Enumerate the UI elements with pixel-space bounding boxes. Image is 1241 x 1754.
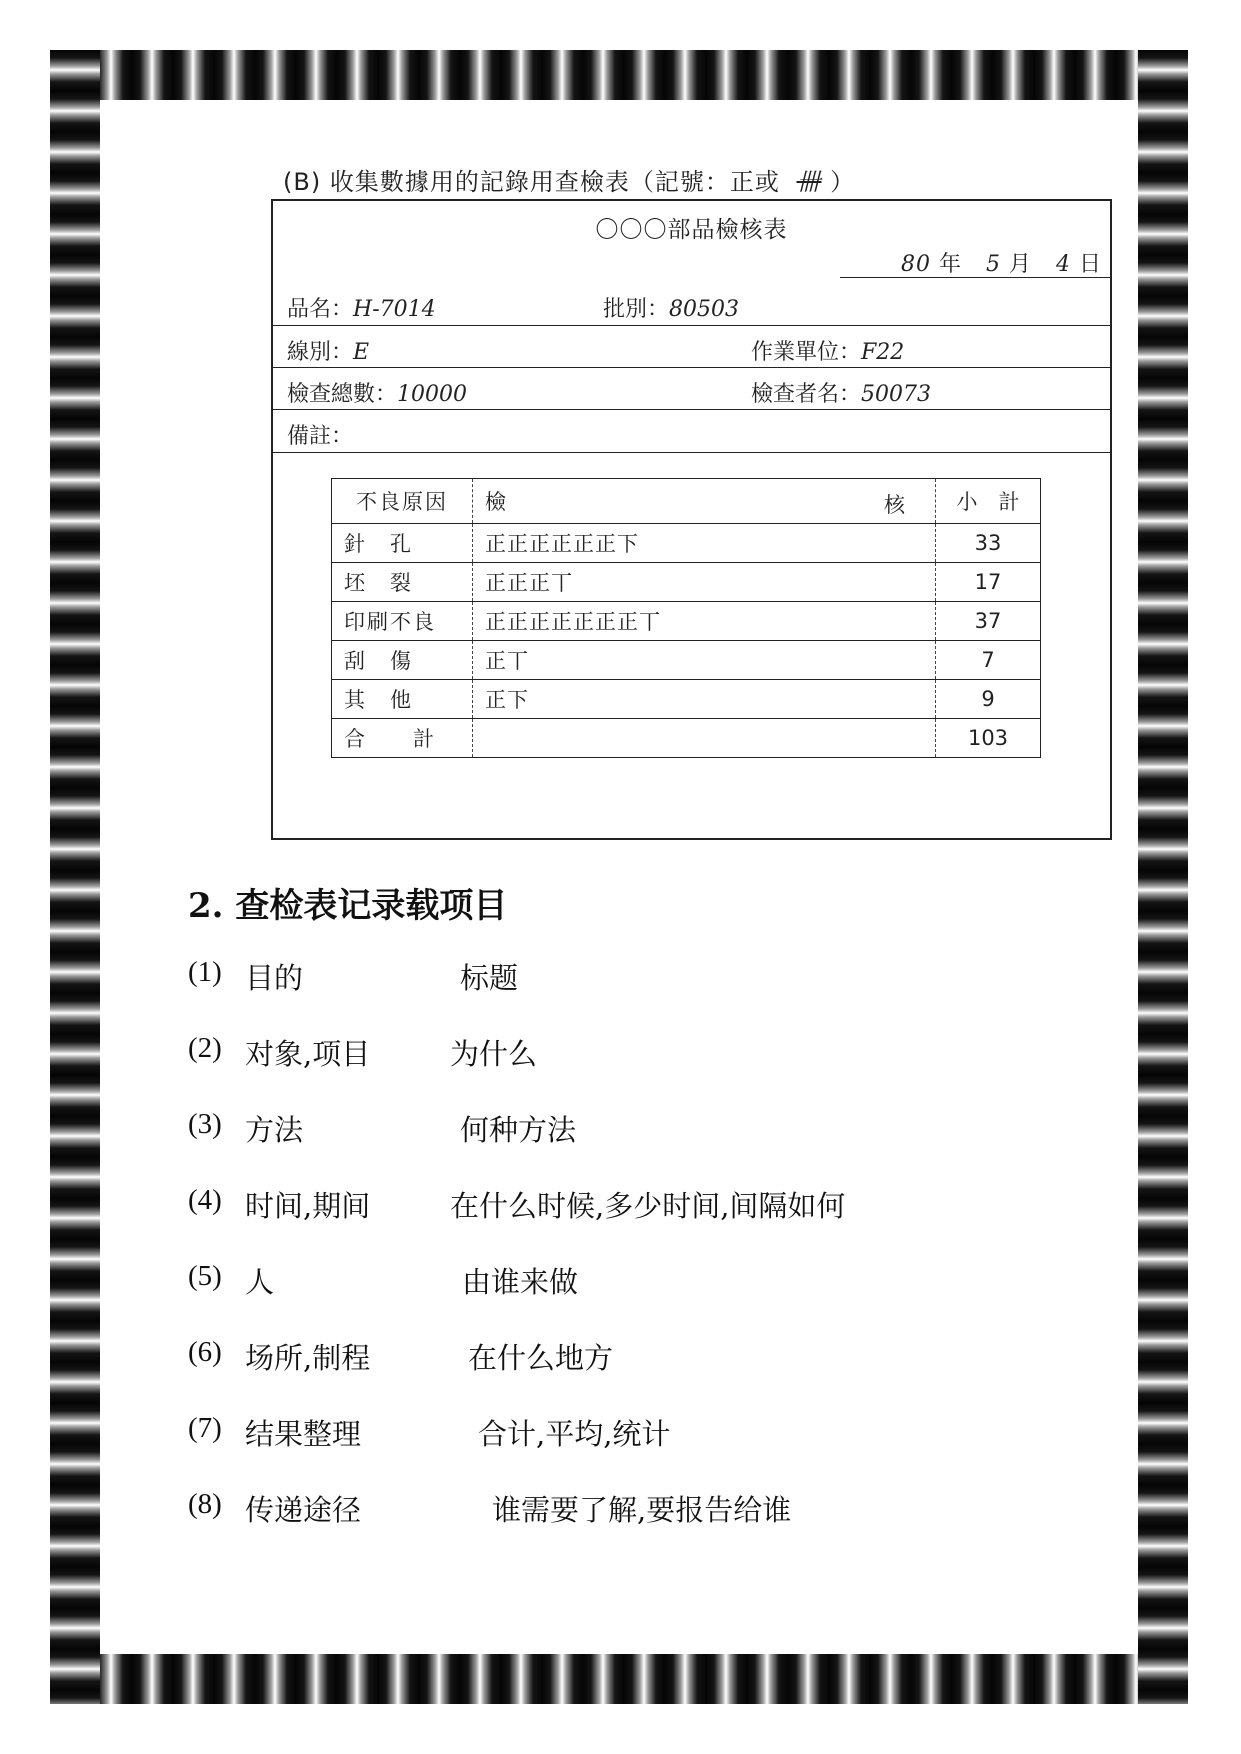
cause-cell: 刮 傷 [332, 641, 473, 680]
table-row [332, 680, 1041, 719]
tally-cell: 正正正正正正正丅 [473, 602, 936, 641]
header-check-left: 檢 [485, 490, 506, 514]
table-header-row [332, 479, 1041, 524]
item-description: 谁需要了解,要报告给谁 [492, 1493, 792, 1527]
line-field [287, 335, 369, 366]
item-number: (3) [188, 1108, 222, 1140]
cause-cell: 坯 裂 [332, 563, 473, 602]
item-number: (5) [188, 1260, 222, 1292]
list-item [188, 1480, 1088, 1556]
sheet-title: 〇〇〇部品檢核表 [595, 217, 788, 243]
header-subtotal: 小 計 [936, 479, 1041, 524]
subtotal-cell: 33 [936, 524, 1041, 563]
product-value: H-7014 [353, 297, 436, 322]
subtotal-cell: 37 [936, 602, 1041, 641]
date-day-unit: 日 [1078, 252, 1102, 277]
inspector-value: 50073 [861, 382, 932, 407]
grand-total-cell: 103 [936, 719, 1041, 758]
total-cause-cell: 合 計 [332, 719, 473, 758]
date-underline [840, 277, 1110, 278]
list-item [188, 1176, 1088, 1252]
cause-cell: 針 孔 [332, 524, 473, 563]
row-remarks [273, 409, 1110, 453]
subtotal-cell: 17 [936, 563, 1041, 602]
tally-cell: 正正正正正正下 [473, 524, 936, 563]
batch-field [603, 292, 739, 323]
check-sheet-items-list [188, 948, 1088, 1556]
date-month: 5 [985, 252, 1001, 277]
header-cause: 不良原因 [332, 479, 473, 524]
total-label: 檢查總數： [287, 382, 398, 407]
check-sheet-form [271, 199, 1112, 840]
batch-value: 80503 [669, 297, 740, 322]
item-label: 人 [245, 1265, 275, 1299]
table-row [332, 602, 1041, 641]
item-description: 何种方法 [460, 1113, 577, 1147]
total-value: 10000 [397, 382, 468, 407]
row-total-inspector [273, 367, 1110, 410]
list-item [188, 1100, 1088, 1176]
figure-caption-text: (B) 收集數據用的記錄用查檢表（記號：正或 [283, 168, 780, 196]
unit-value: F22 [861, 340, 905, 365]
table-row [332, 524, 1041, 563]
row-product [273, 283, 1110, 325]
total-field [287, 377, 467, 408]
item-label: 对象,项目 [245, 1037, 371, 1071]
list-item [188, 1252, 1088, 1328]
row-line-unit [273, 325, 1110, 368]
item-label: 场所,制程 [245, 1341, 371, 1375]
remarks-label: 備註： [287, 424, 354, 449]
date-year: 80 [900, 252, 931, 277]
item-label: 方法 [245, 1113, 304, 1147]
product-label: 品名： [287, 297, 354, 322]
tally-cell: 正丅 [473, 641, 936, 680]
section-heading: 2. 查检表记录载项目 [188, 886, 508, 926]
item-description: 在什么时候,多少时间,间隔如何 [450, 1189, 846, 1223]
list-item [188, 948, 1088, 1024]
figure-caption [283, 162, 855, 197]
product-field [287, 292, 436, 323]
item-description: 标题 [460, 961, 519, 995]
item-number: (2) [188, 1032, 222, 1064]
header-check-right: 核 [884, 493, 905, 517]
list-item [188, 1024, 1088, 1100]
unit-label: 作業單位： [751, 340, 862, 365]
list-item [188, 1328, 1088, 1404]
date-month-unit: 月 [1008, 252, 1032, 277]
batch-label: 批別： [603, 297, 670, 322]
cause-cell: 印刷不良 [332, 602, 473, 641]
item-description: 由谁来做 [462, 1265, 579, 1299]
item-number: (4) [188, 1184, 222, 1216]
tally-mark-symbol: 卌 [796, 168, 822, 196]
line-value: E [353, 340, 370, 365]
line-label: 線別： [287, 340, 354, 365]
table-total-row [332, 719, 1041, 758]
item-number: (8) [188, 1488, 222, 1520]
total-tally-cell [473, 719, 936, 758]
date-day: 4 [1055, 252, 1071, 277]
inspector-label: 檢查者名： [751, 382, 862, 407]
figure-caption-end: ） [830, 168, 856, 196]
table-row [332, 563, 1041, 602]
item-label: 传递途径 [245, 1493, 362, 1527]
item-label: 目的 [245, 961, 304, 995]
item-description: 在什么地方 [468, 1341, 614, 1375]
header-check [473, 479, 936, 524]
item-label: 结果整理 [245, 1417, 362, 1451]
defect-tally-table [331, 478, 1041, 758]
unit-field [751, 335, 904, 366]
item-description: 合计,平均,统计 [478, 1417, 671, 1451]
item-label: 时间,期间 [245, 1189, 371, 1223]
item-number: (6) [188, 1336, 222, 1368]
tally-cell: 正正正丅 [473, 563, 936, 602]
item-description: 为什么 [450, 1037, 538, 1071]
sheet-date [901, 247, 1102, 278]
subtotal-cell: 7 [936, 641, 1041, 680]
table-row [332, 641, 1041, 680]
tally-cell: 正下 [473, 680, 936, 719]
subtotal-cell: 9 [936, 680, 1041, 719]
cause-cell: 其 他 [332, 680, 473, 719]
inspector-field [751, 377, 931, 408]
item-number: (1) [188, 956, 222, 988]
item-number: (7) [188, 1412, 222, 1444]
list-item [188, 1404, 1088, 1480]
date-year-unit: 年 [938, 252, 962, 277]
